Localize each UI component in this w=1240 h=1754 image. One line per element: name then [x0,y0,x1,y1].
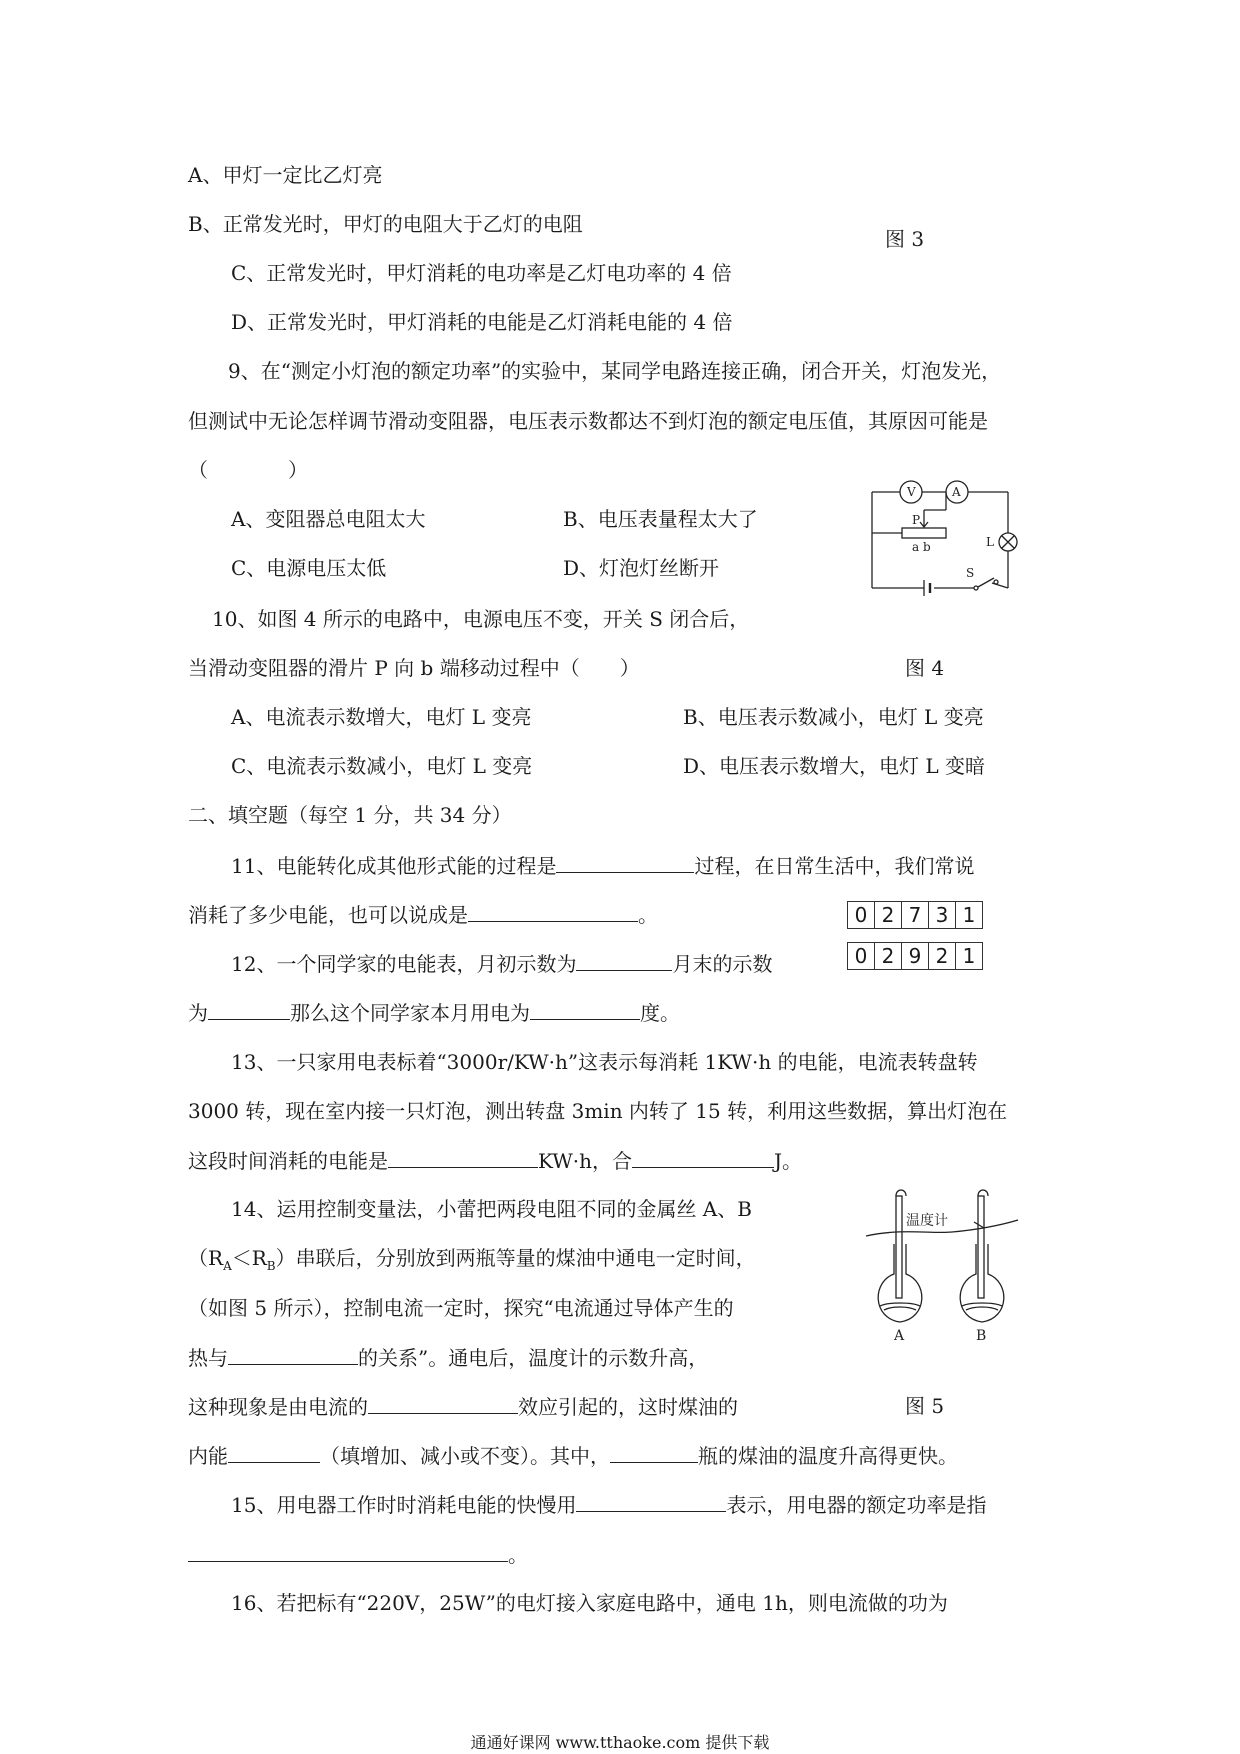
q14-line-5 [188,1393,738,1420]
q14-blank-2[interactable] [368,1393,518,1414]
q15-blank-1[interactable] [576,1491,726,1512]
q14-line-4 [188,1344,708,1371]
q13-blank-1[interactable] [388,1147,538,1168]
q11-line-1 [231,852,974,879]
q13-line-1: 13、一只家用电表标着“3000r/KW·h”这表示每消耗 1KW·h 的电能，电流表转盘转 [231,1050,978,1074]
q13-text-c: J。 [774,1149,803,1173]
q15-text-c: 。 [508,1543,528,1567]
q9-option-a: A、变阻器总电阻太大 [231,507,426,531]
thermometer-label: 温度计 [906,1213,948,1229]
q14-line-2 [188,1245,756,1279]
q14-blank-3[interactable] [228,1442,320,1463]
q11-text-a: 11、电能转化成其他形式能的过程是 [231,854,557,878]
q11-text-c: 消耗了多少电能，也可以说成是 [188,903,468,927]
q8-option-c: C、正常发光时，甲灯消耗的电功率是乙灯电功率的 4 倍 [231,261,732,285]
meter-reading-start [848,901,983,929]
q14-blank-1[interactable] [228,1344,358,1365]
q13-text-b: KW·h，合 [538,1149,633,1173]
q10-option-c: C、电流表示数减小，电灯 L 变亮 [231,754,533,778]
meter-start-digit: 1 [955,901,983,929]
meter-start-digit: 0 [847,901,875,929]
q12-blank-1[interactable] [576,950,672,971]
q14-text-5a: 这种现象是由电流的 [188,1395,368,1419]
rheostat-ab-label: a b [912,540,931,554]
q14-sub-a: A [223,1259,232,1273]
q8-option-d: D、正常发光时，甲灯消耗的电能是乙灯消耗电能的 4 倍 [231,310,733,334]
lamp-l-label: L [986,535,994,549]
meter-end-digit: 2 [928,942,956,970]
q12-text-e: 度。 [640,1001,680,1025]
ammeter-label: A [952,485,961,499]
q14-line-3: （如图 5 所示），控制电流一定时，探究“电流通过导体产生的 [188,1296,734,1320]
q14-text-5b: 效应引起的，这时煤油的 [518,1395,738,1419]
meter-start-digit: 7 [901,901,929,929]
q12-line-2 [188,999,680,1026]
figure-5-flask-diagram [862,1182,1022,1342]
q14-line-6 [188,1442,958,1469]
flask-b-label: B [976,1328,987,1342]
voltmeter-label: V [907,485,916,499]
switch-s-label: S [966,566,975,580]
q15-line-1 [231,1491,986,1518]
section-2-heading: 二、填空题（每空 1 分，共 34 分） [188,803,512,827]
q8-option-b: B、正常发光时，甲灯的电阻大于乙灯的电阻 [188,212,583,236]
q14-blank-4[interactable] [610,1442,698,1463]
q10-option-a: A、电流表示数增大，电灯 L 变亮 [231,705,532,729]
q9-stem-line-1: 9、在“测定小灯泡的额定功率”的实验中，某同学电路连接正确，闭合开关，灯泡发光， [228,359,1002,383]
q12-text-c: 为 [188,1001,208,1025]
q14-text-6b: （填增加、减小或不变）。其中， [320,1444,610,1468]
q15-blank-2[interactable] [188,1541,508,1562]
q9-answer-paren: （ ） [188,458,308,482]
page-footer: 通通好课网 www.tthaoke.com 提供下载 [470,1733,770,1752]
q8-option-a: A、甲灯一定比乙灯亮 [188,163,383,187]
q14-text-6a: 内能 [188,1444,228,1468]
q15-text-a: 15、用电器工作时时消耗电能的快慢用 [231,1493,577,1517]
q14-rest: ）串联后，分别放到两瓶等量的煤油中通电一定时间， [275,1246,756,1270]
meter-end-digit: 1 [955,942,983,970]
q9-option-c: C、电源电压太低 [231,556,387,580]
q12-blank-2[interactable] [208,999,290,1020]
q10-stem-line-2: 当滑动变阻器的滑片 P 向 b 端移动过程中（ ） [188,656,640,680]
q11-line-2 [188,901,658,928]
q15-line-2 [188,1541,528,1568]
q14-text-4b: 的关系”。通电后，温度计的示数升高， [358,1346,709,1370]
q14-text-4a: 热与 [188,1346,228,1370]
figure-3-caption: 图 3 [885,227,925,251]
meter-end-digit: 0 [847,942,875,970]
q11-blank-1[interactable] [556,852,694,873]
q13-blank-2[interactable] [632,1147,774,1168]
q15-text-b: 表示，用电器的额定功率是指 [726,1493,987,1517]
figure-4-circuit-diagram [862,470,1032,600]
meter-start-digit: 2 [874,901,902,929]
slider-p-label: P [912,513,921,527]
q12-text-b: 月末的示数 [672,952,773,976]
q12-text-a: 12、一个同学家的电能表，月初示数为 [231,952,577,976]
q13-line-2: 3000 转，现在室内接一只灯泡，测出转盘 3min 内转了 15 转，利用这些数据，算出灯泡在 [188,1099,1008,1123]
q16-line-1: 16、若把标有“220V，25W”的电灯接入家庭电路中，通电 1h，则电流做的功为 [231,1591,948,1615]
flask-a-label: A [894,1328,905,1342]
q13-line-3 [188,1147,802,1174]
q11-blank-2[interactable] [468,901,638,922]
q10-option-d: D、电压表示数增大，电灯 L 变暗 [683,754,986,778]
q14-text-6c: 瓶的煤油的温度升高得更快。 [698,1444,958,1468]
figure-4-caption: 图 4 [905,656,945,680]
q9-option-b: B、电压表量程太大了 [563,507,758,531]
q12-line-1 [231,950,772,977]
q14-open: （R [188,1246,224,1270]
q11-text-b: 过程，在日常生活中，我们常说 [694,854,975,878]
q14-line-1: 14、运用控制变量法，小蕾把两段电阻不同的金属丝 A、B [231,1197,752,1221]
meter-reading-end [848,942,983,970]
q13-text-a: 这段时间消耗的电能是 [188,1149,388,1173]
meter-start-digit: 3 [928,901,956,929]
meter-end-digit: 2 [874,942,902,970]
q14-sub-b: B [266,1259,276,1273]
figure-5-caption: 图 5 [905,1394,945,1418]
q9-option-d: D、灯泡灯丝断开 [563,556,720,580]
q14-lt: ＜R [231,1246,267,1270]
q10-option-b: B、电压表示数减小，电灯 L 变亮 [683,705,984,729]
q9-stem-line-2: 但测试中无论怎样调节滑动变阻器，电压表示数都达不到灯泡的额定电压值，其原因可能是 [188,409,988,433]
q12-text-d: 那么这个同学家本月用电为 [290,1001,530,1025]
q11-text-d: 。 [638,903,658,927]
q12-blank-3[interactable] [530,999,640,1020]
meter-end-digit: 9 [901,942,929,970]
q10-stem-line-1: 10、如图 4 所示的电路中，电源电压不变，开关 S 闭合后， [212,607,750,631]
